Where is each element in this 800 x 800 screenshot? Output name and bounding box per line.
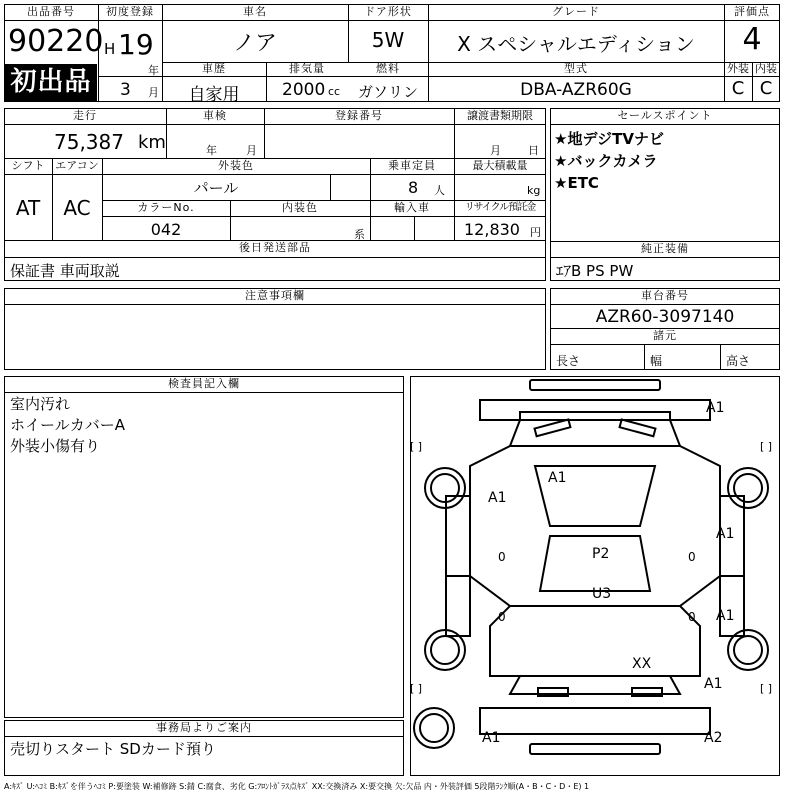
damage-mark: A2 (704, 730, 723, 746)
inspector-note-line: ホイールカバーA (10, 416, 125, 434)
bracket-right-bottom: [ ] (760, 682, 773, 695)
sales-point-item: ★バックカメラ (554, 152, 658, 170)
office-notice: 売切りスタート SDカード預り (10, 740, 216, 758)
damage-mark: 0 (498, 610, 506, 624)
sales-point-item: ★地デジTVナビ (554, 130, 664, 148)
damage-mark: 0 (688, 550, 696, 564)
bracket-left-top: [ ] (410, 440, 423, 453)
ext-color: パール (193, 179, 239, 197)
color-no-header: カラーNo. (137, 201, 195, 214)
model-header: 型式 (564, 62, 588, 75)
cautions-header: 注意事項欄 (245, 289, 305, 302)
transfer-month-unit: 月 (490, 144, 501, 157)
car-name: ノア (232, 31, 277, 56)
aircon: AC (63, 196, 91, 220)
damage-mark: A1 (482, 730, 501, 746)
equipment-header: 純正装備 (641, 242, 689, 255)
first-listing-badge (5, 64, 97, 101)
parts: 保証書 車両取説 (10, 262, 120, 280)
shift-header: シフト (11, 159, 45, 172)
lot-number-header: 出品番号 (27, 5, 75, 18)
bracket-right-top: [ ] (760, 440, 773, 453)
mileage: 75,387 (54, 130, 124, 154)
spec-height: 高さ (726, 354, 751, 368)
chassis-header: 車台番号 (641, 289, 689, 302)
damage-mark: 0 (498, 550, 506, 564)
door-type: 5W (371, 28, 405, 52)
sales-point-item: ★ETC (554, 174, 599, 192)
recycle-header: リサイクル預託金 (464, 202, 536, 213)
score: 4 (742, 22, 762, 57)
parts-header: 後日発送部品 (239, 241, 311, 254)
damage-mark: 0 (688, 610, 696, 624)
damage-mark: A1 (548, 470, 567, 486)
import-header: 輸入車 (394, 201, 430, 214)
chassis-number: AZR60-3097140 (595, 307, 735, 327)
aircon-header: エアコン (55, 159, 99, 172)
equipment: ｴｱB PS PW (556, 262, 634, 280)
int-color-header: 内装色 (282, 201, 318, 214)
int-score-header: 内装 (755, 62, 777, 75)
capacity: 8 (408, 178, 419, 197)
max-load-unit: kg (527, 184, 541, 197)
fuel-header: 燃料 (376, 62, 400, 75)
model-code: DBA-AZR60G (520, 80, 632, 100)
shift: AT (15, 196, 41, 220)
sales-points-list (554, 128, 664, 194)
first-listing-badge-text: 初出品 (10, 67, 92, 97)
inspector-header: 検査員記入欄 (168, 377, 240, 390)
int-color-unit: 系 (354, 228, 365, 241)
door-header: ドア形状 (364, 5, 412, 18)
transfer-day-unit: 日 (528, 144, 539, 157)
specs-header: 諸元 (653, 329, 677, 342)
transfer-header: 譲渡書類期限 (467, 109, 533, 122)
history-header: 車歴 (202, 62, 226, 75)
int-score: C (759, 78, 773, 99)
damage-mark: XX (632, 656, 652, 672)
ext-score-header: 外装 (727, 62, 749, 75)
displacement: 2000 (282, 80, 326, 100)
mileage-unit: km (138, 132, 166, 153)
damage-mark: P2 (592, 546, 610, 562)
displacement-header: 排気量 (289, 62, 325, 75)
legend: A:ｷｽﾞ U:ﾍｺﾐ B:ｷｽﾞを伴うﾍｺﾐ P:要塗装 W:補修跡 S:錆 C:腐食、劣化 G:ﾌﾛﾝﾄｶﾞﾗｽ点ｷｽﾞ XX:交換済み X:要交換 欠:欠品 内・外装評価 5段階ﾗﾝｸ順(A・B・C・D・E) 1 (4, 782, 590, 791)
inspector-note-line: 外装小傷有り (10, 437, 101, 455)
grade: X スペシャルエディション (457, 32, 695, 56)
fuel: ガソリン (357, 83, 418, 101)
office-header: 事務局よりご案内 (156, 721, 252, 734)
inspector-note-line: 室内汚れ (10, 395, 71, 413)
first-reg-year: 19 (118, 28, 154, 61)
spec-length: 長さ (556, 354, 581, 368)
recycle-fee: 12,830 (464, 220, 520, 239)
sales-points-header: セールスポイント (617, 109, 713, 122)
spec-width: 幅 (650, 354, 663, 368)
first-reg-era: H (104, 40, 116, 58)
bracket-left-bottom: [ ] (410, 682, 423, 695)
damage-mark: A1 (716, 526, 735, 542)
inspection-month-unit: 月 (246, 144, 257, 157)
grade-header: グレード (552, 5, 600, 18)
car-diagram-drawing (410, 376, 780, 776)
capacity-unit: 人 (434, 184, 445, 197)
car-name-header: 車名 (243, 5, 267, 18)
score-header: 評価点 (734, 5, 770, 18)
damage-mark: A1 (706, 400, 725, 416)
reg-number-header: 登録番号 (335, 109, 383, 122)
ext-score: C (731, 78, 745, 99)
lot-number: 90220 (8, 24, 104, 59)
first-reg-month-unit: 月 (148, 86, 159, 99)
recycle-unit: 円 (530, 226, 541, 239)
damage-mark: A1 (704, 676, 723, 692)
damage-mark: A1 (488, 490, 507, 506)
first-reg-year-unit: 年 (148, 64, 159, 77)
displacement-unit: cc (328, 85, 341, 98)
ext-color-header: 外装色 (218, 159, 254, 172)
first-reg-month: 3 (120, 80, 131, 100)
inspection-year-unit: 年 (206, 144, 217, 157)
damage-mark: A1 (716, 608, 735, 624)
max-load-header: 最大積載量 (472, 159, 528, 172)
history: 自家用 (188, 85, 240, 105)
mileage-header: 走行 (73, 109, 97, 122)
inspector-notes (6, 394, 125, 457)
first-reg-header: 初度登録 (106, 5, 154, 18)
damage-mark: U3 (592, 586, 612, 602)
color-no: 042 (150, 220, 182, 239)
capacity-header: 乗車定員 (388, 159, 436, 172)
inspection-header: 車検 (203, 109, 227, 122)
